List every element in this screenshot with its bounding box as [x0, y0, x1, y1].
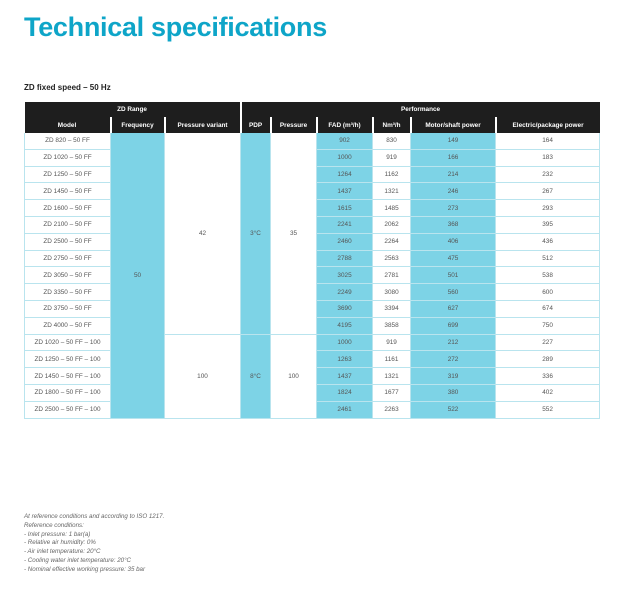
- cell-motor: 319: [411, 368, 496, 385]
- cell-motor: 522: [411, 401, 496, 418]
- cell-fad: 2788: [317, 250, 373, 267]
- cell-model: ZD 820 – 50 FF: [25, 133, 111, 149]
- cell-electric: 674: [496, 300, 600, 317]
- cell-pdp: 8°C: [241, 334, 271, 418]
- cell-nm3: 1677: [373, 384, 411, 401]
- cell-model: ZD 2100 – 50 FF: [25, 216, 111, 233]
- cell-model: ZD 1450 – 50 FF: [25, 183, 111, 200]
- cell-motor: 380: [411, 384, 496, 401]
- cell-pressure-variant: 42: [165, 133, 241, 334]
- cell-electric: 227: [496, 334, 600, 351]
- cell-fad: 3025: [317, 267, 373, 284]
- cell-electric: 750: [496, 317, 600, 334]
- cell-electric: 293: [496, 200, 600, 217]
- cell-fad: 1263: [317, 351, 373, 368]
- cell-nm3: 2264: [373, 233, 411, 250]
- cell-fad: 2241: [317, 216, 373, 233]
- cell-nm3: 1321: [373, 183, 411, 200]
- cell-electric: 336: [496, 368, 600, 385]
- cell-model: ZD 3050 – 50 FF: [25, 267, 111, 284]
- col-header-nm3: Nm³/h: [373, 117, 411, 133]
- spec-table-body: [25, 133, 600, 418]
- cell-motor: 475: [411, 250, 496, 267]
- cell-motor: 368: [411, 216, 496, 233]
- footnote-line: - Inlet pressure: 1 bar(a): [24, 530, 91, 538]
- col-header-fad: FAD (m³/h): [317, 117, 373, 133]
- cell-fad: 1000: [317, 334, 373, 351]
- cell-fad: 2461: [317, 401, 373, 418]
- col-header-electric: Electric/package power: [496, 117, 600, 133]
- cell-model: ZD 1250 – 50 FF – 100: [25, 351, 111, 368]
- cell-motor: 214: [411, 166, 496, 183]
- cell-electric: 538: [496, 267, 600, 284]
- col-header-frequency: Frequency: [111, 117, 165, 133]
- cell-motor: 166: [411, 149, 496, 166]
- cell-fad: 4195: [317, 317, 373, 334]
- cell-nm3: 2263: [373, 401, 411, 418]
- group-header-row: [25, 102, 600, 117]
- cell-nm3: 2563: [373, 250, 411, 267]
- cell-motor: 501: [411, 267, 496, 284]
- cell-motor: 406: [411, 233, 496, 250]
- cell-nm3: 1321: [373, 368, 411, 385]
- cell-nm3: 2062: [373, 216, 411, 233]
- col-header-motor: Motor/shaft power: [411, 117, 496, 133]
- group-header-range: ZD Range: [25, 102, 241, 117]
- cell-fad: 1000: [317, 149, 373, 166]
- cell-nm3: 3394: [373, 300, 411, 317]
- cell-fad: 1824: [317, 384, 373, 401]
- cell-frequency: 50: [111, 133, 165, 418]
- table-row: [25, 133, 600, 149]
- cell-model: ZD 1600 – 50 FF: [25, 200, 111, 217]
- footnote-line: - Relative air humidity: 0%: [24, 539, 96, 547]
- cell-nm3: 830: [373, 133, 411, 149]
- cell-electric: 164: [496, 133, 600, 149]
- column-header-row: [25, 117, 600, 133]
- cell-nm3: 2781: [373, 267, 411, 284]
- cell-model: ZD 2500 – 50 FF: [25, 233, 111, 250]
- table-subtitle: ZD fixed speed – 50 Hz: [24, 83, 111, 92]
- cell-model: ZD 1020 – 50 FF: [25, 149, 111, 166]
- cell-motor: 273: [411, 200, 496, 217]
- cell-electric: 289: [496, 351, 600, 368]
- cell-motor: 272: [411, 351, 496, 368]
- cell-electric: 600: [496, 284, 600, 301]
- cell-fad: 902: [317, 133, 373, 149]
- cell-nm3: 3858: [373, 317, 411, 334]
- cell-fad: 2460: [317, 233, 373, 250]
- cell-electric: 436: [496, 233, 600, 250]
- spec-table: [24, 102, 600, 419]
- cell-fad: 1437: [317, 183, 373, 200]
- cell-nm3: 1162: [373, 166, 411, 183]
- cell-motor: 560: [411, 284, 496, 301]
- footnote-line: At reference conditions and according to ISO 1217.: [24, 513, 165, 520]
- cell-model: ZD 4000 – 50 FF: [25, 317, 111, 334]
- cell-nm3: 1485: [373, 200, 411, 217]
- cell-model: ZD 1800 – 50 FF – 100: [25, 384, 111, 401]
- cell-model: ZD 2750 – 50 FF: [25, 250, 111, 267]
- cell-fad: 1615: [317, 200, 373, 217]
- cell-model: ZD 1250 – 50 FF: [25, 166, 111, 183]
- cell-model: ZD 1020 – 50 FF – 100: [25, 334, 111, 351]
- footnotes: [24, 513, 324, 575]
- cell-nm3: 919: [373, 149, 411, 166]
- footnote-line: Reference conditions:: [24, 521, 84, 529]
- cell-motor: 627: [411, 300, 496, 317]
- cell-pressure: 35: [271, 133, 317, 334]
- footnote-line: - Cooling water inlet temperature: 20°C: [24, 556, 132, 564]
- cell-motor: 246: [411, 183, 496, 200]
- cell-electric: 232: [496, 166, 600, 183]
- cell-electric: 512: [496, 250, 600, 267]
- cell-nm3: 919: [373, 334, 411, 351]
- cell-fad: 1264: [317, 166, 373, 183]
- cell-motor: 212: [411, 334, 496, 351]
- cell-electric: 552: [496, 401, 600, 418]
- cell-pressure-variant: 100: [165, 334, 241, 418]
- cell-model: ZD 2500 – 50 FF – 100: [25, 401, 111, 418]
- col-header-pressure-variant: Pressure variant: [165, 117, 241, 133]
- cell-model: ZD 3350 – 50 FF: [25, 284, 111, 301]
- cell-motor: 149: [411, 133, 496, 149]
- col-header-pdp: PDP: [241, 117, 271, 133]
- cell-model: ZD 3750 – 50 FF: [25, 300, 111, 317]
- cell-model: ZD 1450 – 50 FF – 100: [25, 368, 111, 385]
- cell-electric: 267: [496, 183, 600, 200]
- col-header-model: Model: [25, 117, 111, 133]
- footnote-line: - Nominal effective working pressure: 35 bar: [24, 565, 146, 573]
- cell-motor: 699: [411, 317, 496, 334]
- cell-fad: 3690: [317, 300, 373, 317]
- cell-fad: 1437: [317, 368, 373, 385]
- footnote-line: - Air inlet temperature: 20°C: [24, 548, 101, 556]
- cell-pressure: 100: [271, 334, 317, 418]
- group-header-performance: Performance: [241, 102, 600, 117]
- cell-electric: 402: [496, 384, 600, 401]
- cell-electric: 395: [496, 216, 600, 233]
- cell-electric: 183: [496, 149, 600, 166]
- cell-fad: 2249: [317, 284, 373, 301]
- cell-pdp: 3°C: [241, 133, 271, 334]
- page-title: Technical specifications: [24, 12, 327, 42]
- cell-nm3: 3080: [373, 284, 411, 301]
- col-header-pressure: Pressure: [271, 117, 317, 133]
- cell-nm3: 1161: [373, 351, 411, 368]
